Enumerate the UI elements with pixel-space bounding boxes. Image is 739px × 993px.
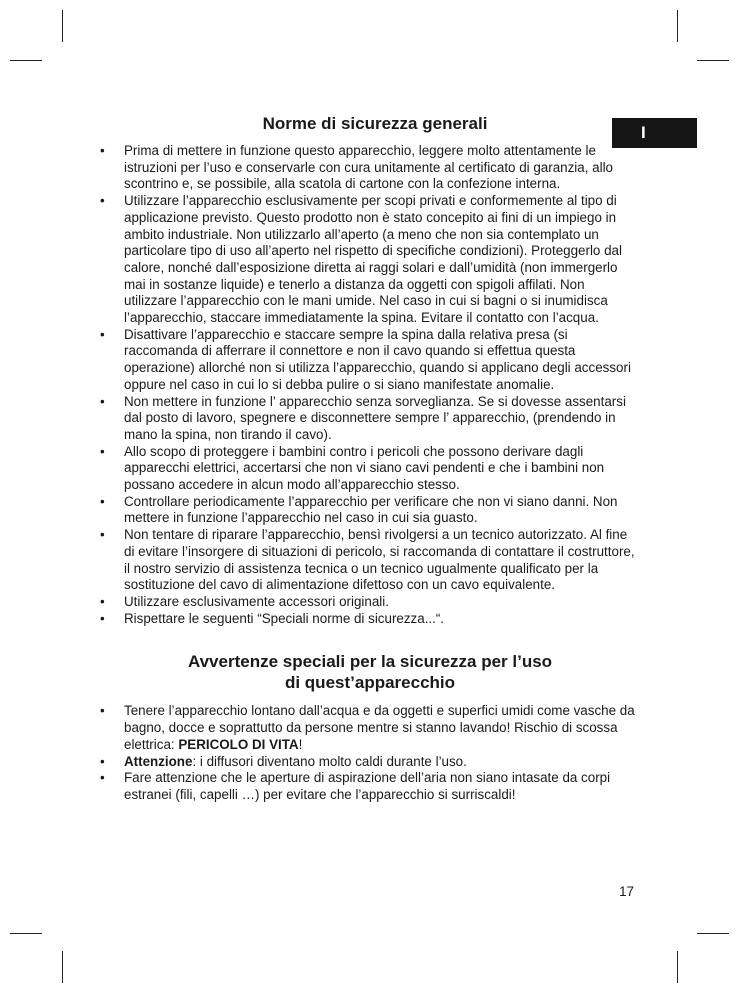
special-warnings-list	[100, 703, 640, 803]
list-item-text: Prima di mettere in funzione questo apparecchio, leggere molto attentamente le istruzioni per l’uso e conservarle con cura unitamente al certificato di garanzia, allo scontrino e, se possibile, alla scatola di cartone con la confezione interna.	[124, 143, 614, 192]
bullet: •	[100, 770, 105, 786]
bullet: •	[100, 326, 105, 342]
list-item-text: Fare attenzione che le aperture di aspirazione dell’aria non siano intasate da corpi estranei (fili, capelli …) per evitare che l’apparecchio si surriscaldi!	[124, 770, 611, 802]
list-item	[100, 143, 640, 193]
list-item-text: Tenere l’apparecchio lontano dall’acqua e da oggetti e superfici umidi come vasche da bagno, docce e soprattutto da persone mentre si stanno lavando! Rischio di scossa elettrica:	[124, 703, 635, 752]
crop-mark-top-left-horizontal	[10, 60, 42, 61]
list-item	[100, 394, 640, 444]
list-item-text: Utilizzare l’apparecchio esclusivamente per scopi privati e conformemente al tipo di applicazione previsto. Questo prodotto non è stato concepito ai fini di un impiego in ambito industriale. Non utilizzarlo all’aperto (a meno che non sia contemplato un particolare tipo di uso all’aperto nel rispetto di specifiche condizioni). Proteggerlo dal calore, nonché dall’esposizione diretta ai raggi solari e dall’umidità (non immergerlo mai in sostanze liquide) e tenerlo a distanza da oggetti con spigoli affilati. Non utilizzare l’apparecchio con le mani umide. Nel caso in cui si bagni o si inumidisca l’apparecchio, staccare immediatamente la spina. Evitare il contatto con l’acqua.	[124, 193, 622, 326]
attention-label: Attenzione	[124, 753, 193, 769]
bullet: •	[100, 527, 105, 543]
crop-mark-bottom-left-vertical	[62, 951, 63, 983]
list-item-text: Allo scopo di proteggere i bambini contro i pericoli che possono derivare dagli apparecchi elettrici, accertarsi che non vi siano cavi pendenti e che i bambini non possano accedere in alcun modo all’apparecchio stesso.	[124, 443, 605, 493]
list-item	[100, 527, 640, 594]
list-item-text: Non mettere in funzione l’ apparecchio senza sorveglianza. Se si dovesse assentarsi dal posto di lavoro, spegnere e disconnettere sempre l’ apparecchio, (prendendo in mano la spina, non tirando il cavo).	[124, 393, 626, 442]
danger-warning: PERICOLO DI VITA	[178, 736, 299, 752]
list-item-text: : i diffusori diventano molto caldi durante l’uso.	[192, 753, 467, 769]
crop-mark-bottom-left-horizontal	[10, 933, 42, 934]
list-item	[100, 770, 640, 803]
list-item-text: Disattivare l’apparecchio e staccare sempre la spina dalla relativa presa (si raccomanda di afferrare il connettore e non il cavo quando si effettua questa operazione) allorché non si utilizza l’apparecchio, quando si applicano degli accessori oppure nel caso in cui lo si debba pulire o si siano manifestate anomalie.	[124, 326, 631, 392]
page-number: 17	[619, 884, 634, 899]
section-title-special-warnings	[100, 651, 640, 693]
crop-mark-top-right-horizontal	[697, 60, 729, 61]
section-title-line-2: di quest’apparecchio	[284, 673, 456, 693]
list-item	[100, 703, 640, 753]
bullet: •	[100, 753, 105, 769]
list-item	[100, 444, 640, 494]
general-safety-list	[100, 143, 640, 627]
bullet: •	[100, 703, 105, 719]
bullet: •	[100, 610, 105, 626]
crop-mark-top-left-vertical	[62, 10, 63, 42]
list-item	[100, 611, 640, 628]
list-item-text: Non tentare di riparare l’apparecchio, bensì rivolgersi a un tecnico autorizzato. Al fine di evitare l’insorgere di situazioni di pericolo, si raccomanda di contattare il costruttore, il nostro servizio di assistenza tecnica o un tecnico ugualmente qualificato per la sostituzione del cavo di alimentazione difettoso con un cavo equivalente.	[124, 527, 635, 593]
crop-mark-top-right-vertical	[677, 10, 678, 42]
crop-mark-bottom-right-horizontal	[697, 933, 729, 934]
list-item	[100, 327, 640, 394]
bullet: •	[100, 193, 105, 209]
bullet: •	[100, 143, 105, 158]
section-title-line-1: Avvertenze speciali per la sicurezza per l’uso	[187, 652, 553, 672]
bullet: •	[100, 493, 105, 509]
list-item-text: Utilizzare esclusivamente accessori originali.	[124, 593, 389, 609]
list-item-text: Controllare periodicamente l’apparecchio per verificare che non vi siano danni. Non mettere in funzione l’apparecchio nel caso in cui sia guasto.	[124, 493, 618, 526]
bullet: •	[100, 593, 105, 609]
list-item	[100, 494, 640, 527]
bullet: •	[100, 393, 105, 409]
list-item-text: Rispettare le seguenti “Speciali norme di sicurezza...“.	[124, 610, 445, 626]
list-item	[100, 754, 640, 771]
document-content	[100, 113, 640, 804]
bullet: •	[100, 443, 105, 459]
list-item	[100, 193, 640, 327]
language-tab: I	[612, 118, 697, 148]
list-item-text-end: !	[298, 736, 303, 752]
crop-mark-bottom-right-vertical	[677, 951, 678, 983]
list-item	[100, 594, 640, 611]
section-title-general-safety: Norme di sicurezza generali	[262, 114, 488, 133]
